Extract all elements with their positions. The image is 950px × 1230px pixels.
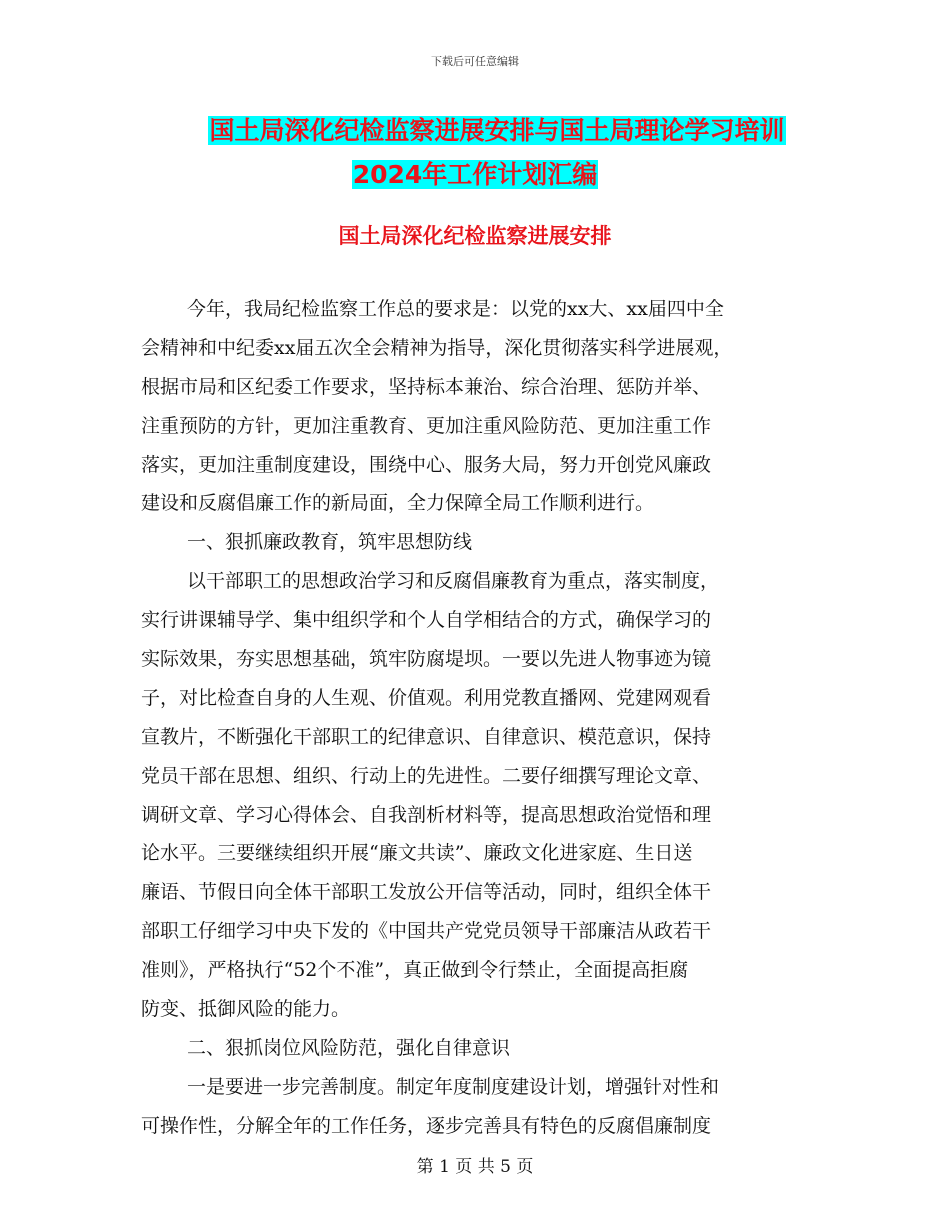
body-line: 防变、抵御风险的能力。 [141,998,351,1021]
body-line: 实际效果，夯实思想基础，筑牢防腐堤坝。一要以先进人物事迹为镜 [141,648,712,671]
document-title-line-2-text: 2024年工作计划汇编 [352,160,598,189]
document-title-line-1-text: 国土局深化纪检监察进展安排与国土局理论学习培训 [209,116,785,145]
document-title-line-1 [22,113,950,149]
body-line: 会精神和中纪委xx届五次全会精神为指导，深化贯彻落实科学进展观， [141,336,733,359]
body-line: 宣教片，不断强化干部职工的纪律意识、自律意识、模范意识，保持 [141,725,712,748]
body-line: 准则》，严格执行“52个不准”，真正做到令行禁止，全面提高拒腐 [141,959,689,982]
header-note: 下载后可任意编辑 [431,55,519,68]
section-title: 国土局深化纪检监察进展安排 [338,224,612,248]
body-line: 建设和反腐倡廉工作的新局面，全力保障全局工作顺利进行。 [141,492,655,515]
body-line: 论水平。三要继续组织开展“廉文共读”、廉政文化进家庭、生日送 [141,842,693,865]
subheading-2: 二、狠抓岗位风险防范，强化自律意识 [187,1036,511,1059]
body-line: 子，对比检查自身的人生观、价值观。利用党教直播网、党建网观看 [141,686,712,709]
subheading-1: 一、狠抓廉政教育，筑牢思想防线 [187,531,473,554]
body-line: 实行讲课辅导学、集中组织学和个人自学相结合的方式，确保学习的 [141,609,712,632]
body-line: 可操作性，分解全年的工作任务，逐步完善具有特色的反腐倡廉制度 [141,1114,712,1137]
page-footer: 第 1 页 共 5 页 [416,1157,534,1177]
body-line: 部职工仔细学习中央下发的《中国共产党党员领导干部廉洁从政若干 [141,920,712,943]
body-text [141,290,811,1146]
body-line: 廉语、节假日向全体干部职工发放公开信等活动，同时，组织全体干 [141,881,712,904]
body-line: 今年，我局纪检监察工作总的要求是：以党的xx大、xx届四中全 [187,298,724,320]
body-line: 以干部职工的思想政治学习和反腐倡廉教育为重点，落实制度， [187,570,720,593]
body-line: 一是要进一步完善制度。制定年度制度建设计划，增强针对性和 [187,1075,720,1098]
body-line: 落实，更加注重制度建设，围绕中心、服务大局，努力开创党风廉政 [141,453,712,476]
document-title-line-2 [0,157,950,193]
body-line: 注重预防的方针，更加注重教育、更加注重风险防范、更加注重工作 [141,414,712,437]
body-line: 党员干部在思想、组织、行动上的先进性。二要仔细撰写理论文章、 [141,764,712,787]
body-line: 调研文章、学习心得体会、自我剖析材料等，提高思想政治觉悟和理 [141,803,712,826]
body-line: 根据市局和区纪委工作要求，坚持标本兼治、综合治理、惩防并举、 [141,375,712,398]
